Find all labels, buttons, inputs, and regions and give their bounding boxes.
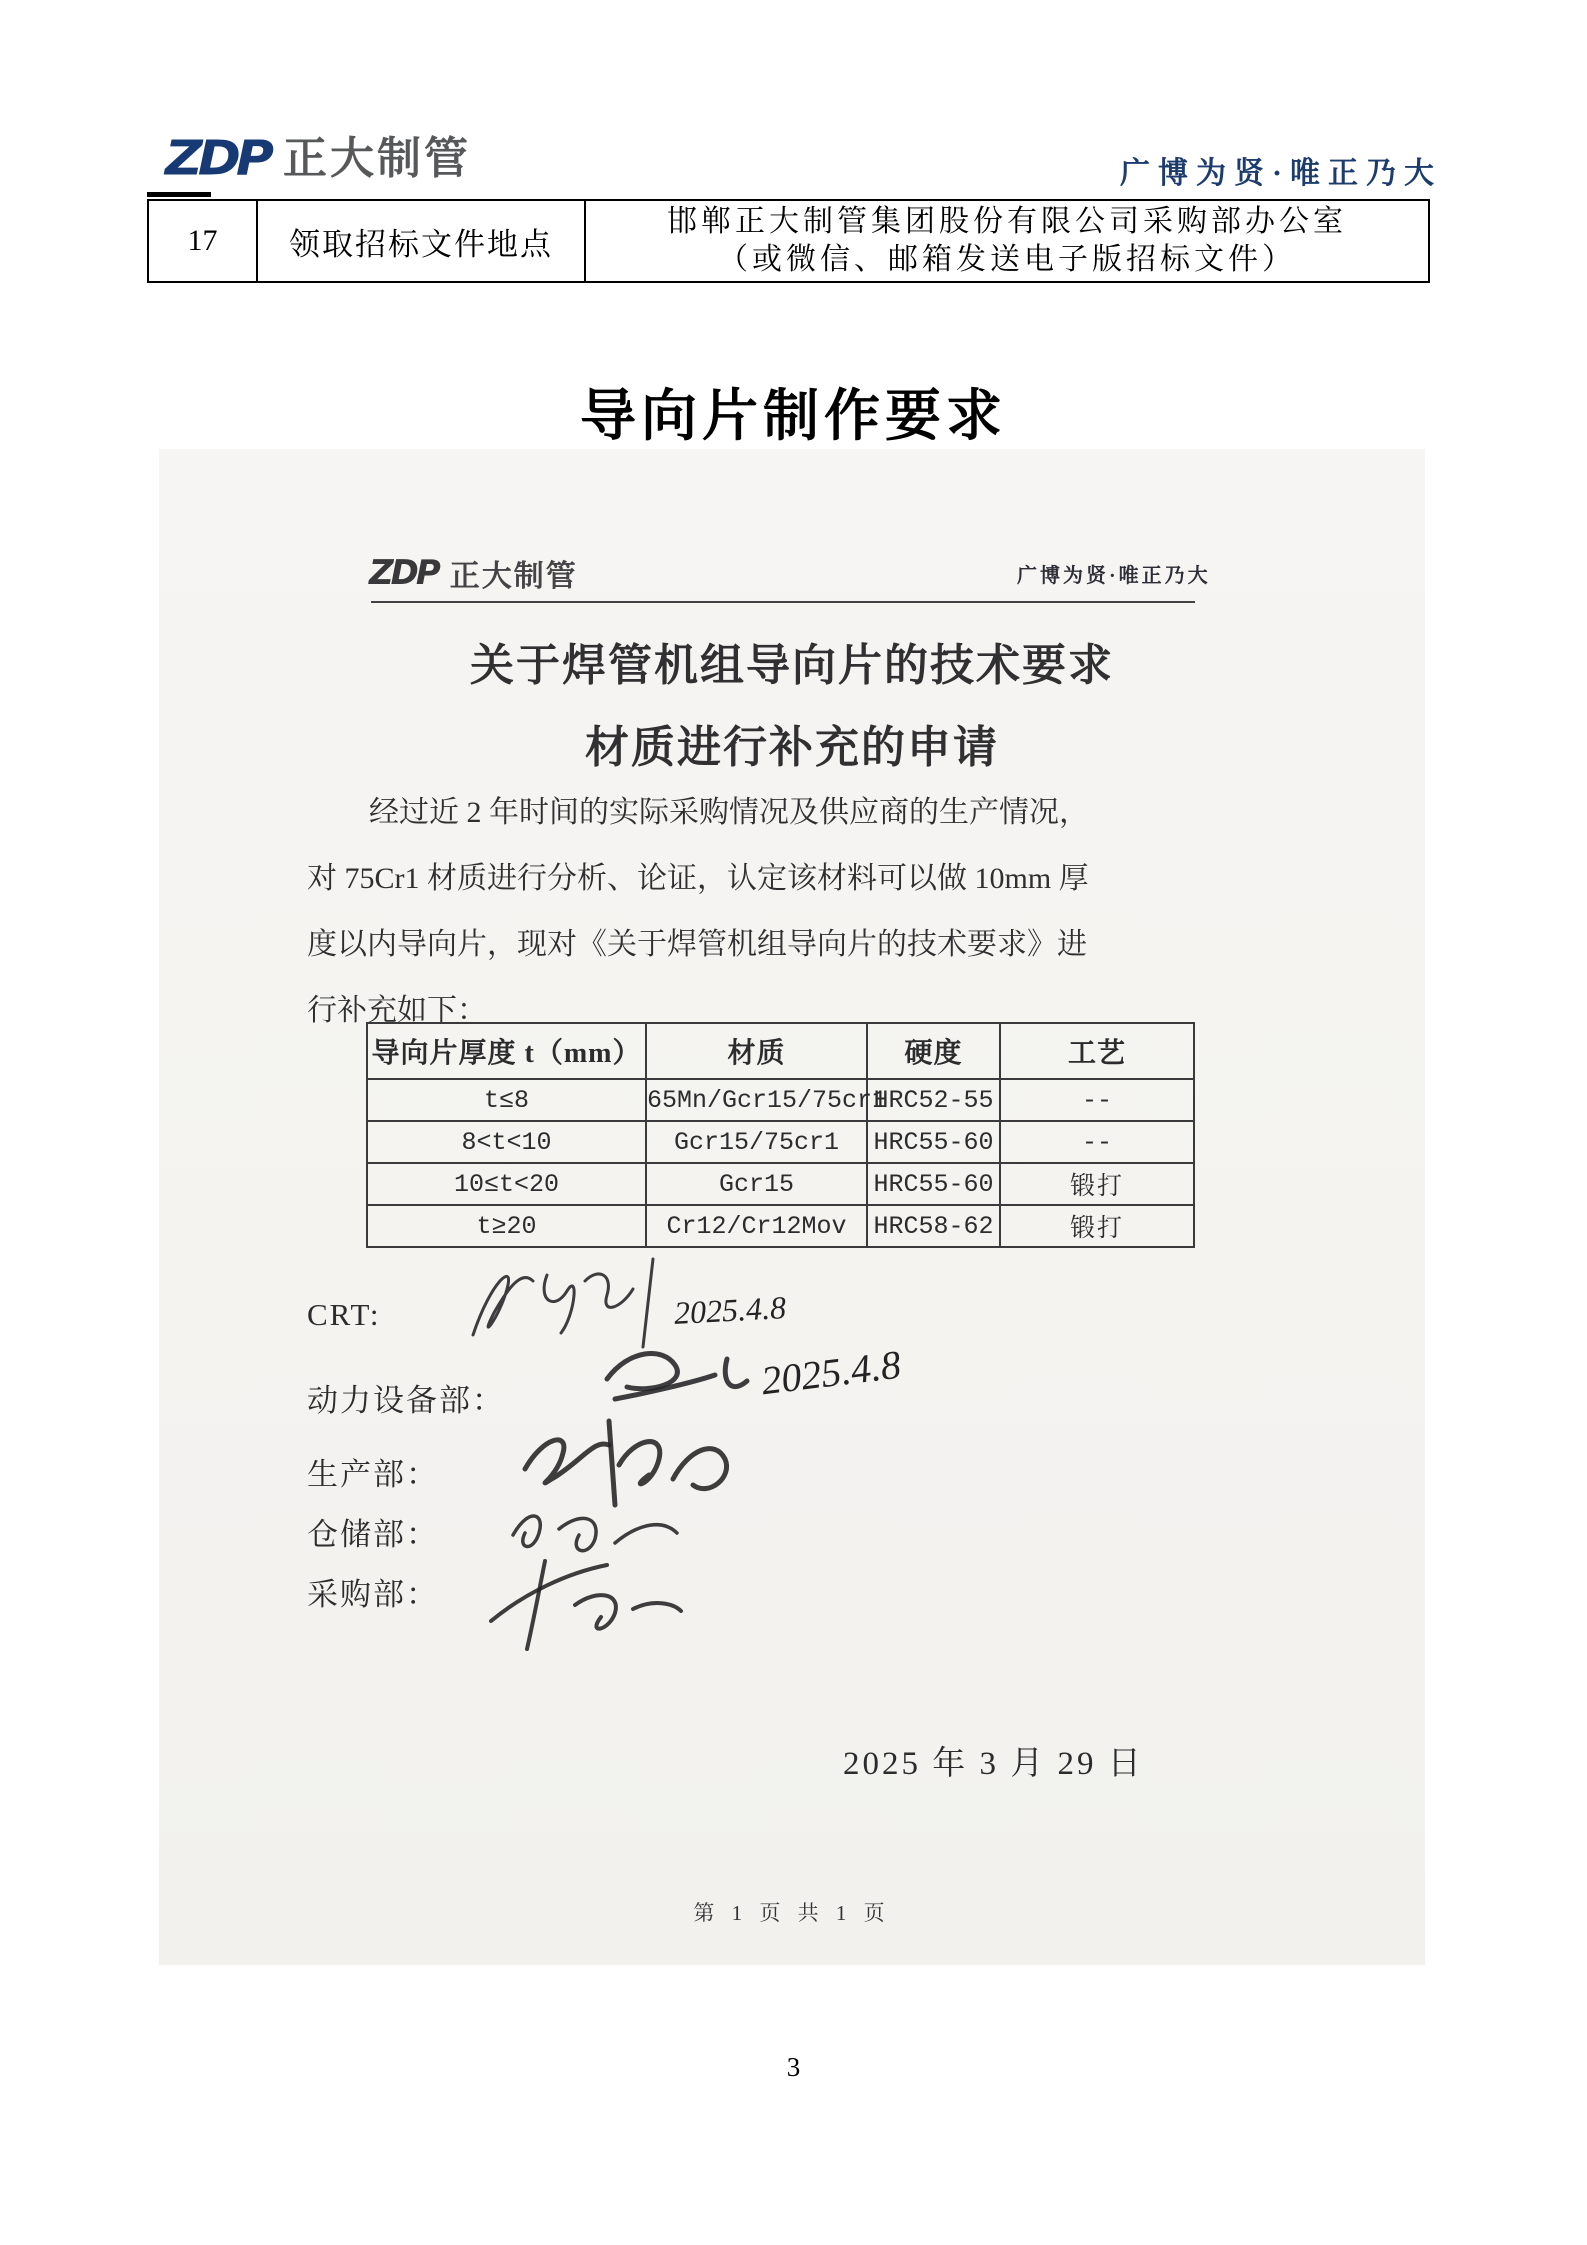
cell-process: 锻打 — [1000, 1163, 1194, 1205]
signature-label-power-dept: 动力设备部： — [307, 1383, 505, 1418]
cell-process: -- — [1000, 1121, 1194, 1163]
scan-title-line2: 材质进行补充的申请 — [585, 723, 999, 772]
company-slogan: 广博为贤·唯正乃大 — [1120, 157, 1443, 190]
paragraph-line: 对 75Cr1 材质进行分析、论证，认定该材料可以做 10mm 厚 — [307, 862, 1089, 895]
paragraph-line: 行补充如下： — [307, 994, 487, 1027]
scan-title-line1: 关于焊管机组导向片的技术要求 — [470, 641, 1114, 690]
table-row — [367, 1079, 1194, 1121]
paragraph-line: 经过近 2 年时间的实际采购情况及供应商的生产情况， — [369, 796, 1089, 829]
header-rule — [371, 601, 1195, 603]
page-title: 导向片制作要求 — [580, 386, 1007, 448]
signature-label-production-dept: 生产部： — [307, 1457, 439, 1492]
cell-hardness: HRC58-62 — [867, 1205, 1000, 1247]
handwritten-date: 2025.4.8 — [758, 1341, 904, 1404]
col-header-process: 工艺 — [1000, 1023, 1194, 1079]
paragraph-line: 度以内导向片，现对《关于焊管机组导向片的技术要求》进 — [307, 928, 1087, 961]
table-row — [367, 1121, 1194, 1163]
cell-hardness: HRC55-60 — [867, 1121, 1000, 1163]
page-number: 3 — [786, 2052, 801, 2082]
scan-company-logo — [369, 551, 578, 595]
company-logo-name: 正大制管 — [282, 134, 471, 183]
cell-material: Gcr15/75cr1 — [646, 1121, 867, 1163]
scanned-document — [159, 449, 1425, 1965]
scan-page-footer: 第 1 页 共 1 页 — [693, 1901, 891, 1925]
cell-process: -- — [1000, 1079, 1194, 1121]
cell-material: 65Mn/Gcr15/75cr1 — [646, 1079, 867, 1121]
row-value-cell — [586, 201, 1428, 281]
table-row — [367, 1205, 1194, 1247]
signature-label-purchasing-dept: 采购部： — [307, 1577, 439, 1612]
handwritten-signature — [481, 1547, 691, 1657]
cell-material: Cr12/Cr12Mov — [646, 1205, 867, 1247]
col-header-thickness: 导向片厚度 t（mm） — [367, 1023, 646, 1079]
company-logo — [165, 133, 471, 185]
table-header-row — [367, 1023, 1194, 1079]
row-label-cell: 领取招标文件地点 — [258, 201, 586, 281]
col-header-material: 材质 — [646, 1023, 867, 1079]
row-value-line1: 邯郸正大制管集团股份有限公司采购部办公室 — [667, 205, 1347, 238]
cell-thickness: 8<t<10 — [367, 1121, 646, 1163]
col-header-hardness: 硬度 — [867, 1023, 1000, 1079]
table-border-remnant — [147, 192, 211, 197]
cell-hardness: HRC55-60 — [867, 1163, 1000, 1205]
cell-thickness: t≤8 — [367, 1079, 646, 1121]
cell-material: Gcr15 — [646, 1163, 867, 1205]
signature-label-crt: CRT: — [307, 1297, 381, 1332]
row-number-cell: 17 — [149, 201, 258, 281]
cell-process: 锻打 — [1000, 1205, 1194, 1247]
material-spec-table — [366, 1022, 1195, 1248]
zdp-logo-icon: ZDP — [165, 131, 269, 187]
cell-hardness: HRC52-55 — [867, 1079, 1000, 1121]
handwritten-date: 2025.4.8 — [673, 1289, 787, 1331]
bid-info-table-row — [147, 199, 1430, 283]
scan-company-logo-name: 正大制管 — [449, 560, 578, 593]
scan-zdp-logo-icon: ZDP — [369, 553, 438, 593]
document-date: 2025 年 3 月 29 日 — [843, 1746, 1144, 1782]
row-value-line2: （或微信、邮箱发送电子版招标文件） — [718, 243, 1296, 276]
table-row — [367, 1163, 1194, 1205]
cell-thickness: t≥20 — [367, 1205, 646, 1247]
cell-thickness: 10≤t<20 — [367, 1163, 646, 1205]
signature-label-warehouse-dept: 仓储部： — [307, 1517, 439, 1552]
scan-company-slogan: 广博为贤·唯正乃大 — [1017, 565, 1211, 587]
